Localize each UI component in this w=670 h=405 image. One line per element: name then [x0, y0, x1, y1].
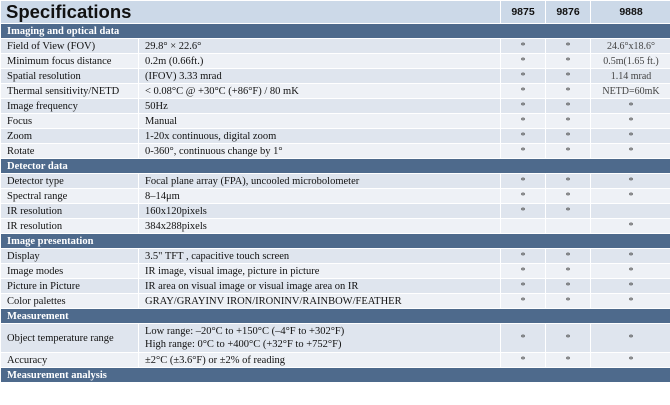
model-9876-cell: *: [546, 144, 590, 158]
spec-label: Picture in Picture: [1, 279, 138, 293]
model-9876-cell: *: [546, 69, 590, 83]
spec-value: [139, 54, 500, 68]
spec-row: [1, 294, 670, 308]
spec-label: Thermal sensitivity/NETD: [1, 84, 138, 98]
spec-value: [139, 219, 500, 233]
header-row: [1, 1, 670, 23]
spec-value-line: High range: 0°C to +400°C (+32°F to +752°F): [145, 339, 342, 350]
spec-row: [1, 324, 670, 352]
model-9888-cell: 0.5m(1.65 ft.): [591, 54, 670, 68]
spec-row: [1, 353, 670, 367]
model-9875-cell: *: [501, 129, 545, 143]
spec-value-line: 29.8° × 22.6°: [145, 40, 202, 52]
specifications-body: [1, 1, 670, 382]
model-9876-cell: *: [546, 114, 590, 128]
model-9888-cell: *: [591, 99, 670, 113]
spec-row: [1, 99, 670, 113]
spec-row: [1, 69, 670, 83]
spec-label: Image modes: [1, 264, 138, 278]
spec-value: [139, 189, 500, 203]
spec-label: Minimum focus distance: [1, 54, 138, 68]
spec-row: [1, 129, 670, 143]
model-9876-cell: *: [546, 294, 590, 308]
model-9888-cell: *: [591, 129, 670, 143]
spec-value-line: (IFOV) 3.33 mrad: [145, 70, 222, 82]
spec-value-line: 3.5" TFT , capacitive touch screen: [145, 250, 290, 262]
model-9888-cell: *: [591, 144, 670, 158]
model-9875-cell: *: [501, 54, 545, 68]
model-9888-cell: 24.6°x18.6°: [591, 39, 670, 53]
section-header: [1, 159, 670, 173]
model-9875-cell: *: [501, 324, 545, 352]
spec-label: Detector type: [1, 174, 138, 188]
model-9888-cell: *: [591, 279, 670, 293]
spec-row: [1, 54, 670, 68]
spec-label: Field of View (FOV): [1, 39, 138, 53]
spec-value: [139, 114, 500, 128]
model-9888-cell: *: [591, 114, 670, 128]
spec-label: Image frequency: [1, 99, 138, 113]
spec-value-line: Low range: –20°C to +150°C (–4°F to +302°F): [145, 326, 345, 337]
section-title: Measurement: [1, 309, 670, 323]
section-header: [1, 24, 670, 38]
spec-row: [1, 144, 670, 158]
model-9875-cell: *: [501, 279, 545, 293]
model-9876-cell: *: [546, 353, 590, 367]
model-9875-header: 9875: [501, 1, 545, 23]
model-9875-cell: *: [501, 114, 545, 128]
spec-row: [1, 114, 670, 128]
spec-row: [1, 39, 670, 53]
spec-value: [139, 264, 500, 278]
spec-row: [1, 174, 670, 188]
model-9876-cell: *: [546, 84, 590, 98]
model-9876-cell: *: [546, 249, 590, 263]
spec-value: [139, 324, 500, 352]
spec-value: [139, 204, 500, 218]
spec-value: [139, 69, 500, 83]
model-9888-cell: *: [591, 174, 670, 188]
spec-value-line: 8–14μm: [145, 190, 180, 202]
model-9875-cell: *: [501, 99, 545, 113]
model-9876-cell: *: [546, 54, 590, 68]
model-9888-header: 9888: [591, 1, 670, 23]
model-9876-cell: *: [546, 99, 590, 113]
section-title: Image presentation: [1, 234, 670, 248]
spec-value-line: Manual: [145, 115, 178, 127]
spec-label: Color palettes: [1, 294, 138, 308]
spec-value-line: 160x120pixels: [145, 205, 207, 217]
model-9875-cell: *: [501, 353, 545, 367]
spec-value-line: < 0.08°C @ +30°C (+86°F) / 80 mK: [145, 85, 299, 97]
model-9888-cell: *: [591, 353, 670, 367]
model-9876-cell: *: [546, 279, 590, 293]
spec-value-line: ±2°C (±3.6°F) or ±2% of reading: [145, 354, 285, 366]
spec-row: [1, 279, 670, 293]
spec-label: Accuracy: [1, 353, 138, 367]
section-header: [1, 368, 670, 382]
spec-value-line: GRAY/GRAYINV IRON/IRONINV/RAINBOW/FEATHER: [145, 295, 402, 307]
spec-value: [139, 279, 500, 293]
model-9875-cell: [501, 219, 545, 233]
section-title: Detector data: [1, 159, 670, 173]
model-9876-cell: *: [546, 204, 590, 218]
model-9875-cell: *: [501, 174, 545, 188]
model-9875-cell: *: [501, 144, 545, 158]
spec-row: [1, 204, 670, 218]
model-9876-cell: *: [546, 189, 590, 203]
model-9888-cell: *: [591, 264, 670, 278]
spec-value-line: 0.2m (0.66ft.): [145, 55, 204, 67]
model-9888-cell: [591, 204, 670, 218]
model-9888-cell: *: [591, 249, 670, 263]
model-9888-cell: NETD=60mK: [591, 84, 670, 98]
section-header: [1, 309, 670, 323]
spec-value-line: 50Hz: [145, 100, 168, 112]
spec-label: Display: [1, 249, 138, 263]
spec-label: Rotate: [1, 144, 138, 158]
model-9888-cell: *: [591, 324, 670, 352]
spec-value-line: IR image, visual image, picture in picture: [145, 265, 320, 277]
model-9888-cell: *: [591, 294, 670, 308]
model-9876-header: 9876: [546, 1, 590, 23]
spec-value: [139, 144, 500, 158]
spec-label: Zoom: [1, 129, 138, 143]
page-title: Specifications: [1, 1, 500, 23]
model-9875-cell: *: [501, 294, 545, 308]
spec-label: IR resolution: [1, 219, 138, 233]
spec-row: [1, 189, 670, 203]
spec-value: [139, 174, 500, 188]
model-9876-cell: *: [546, 129, 590, 143]
spec-value-line: 0-360°, continuous change by 1°: [145, 145, 283, 157]
model-9888-cell: *: [591, 219, 670, 233]
spec-label: IR resolution: [1, 204, 138, 218]
spec-value: [139, 294, 500, 308]
section-title: Imaging and optical data: [1, 24, 670, 38]
section-title: Measurement analysis: [1, 368, 670, 382]
model-9875-cell: *: [501, 189, 545, 203]
spec-value: [139, 249, 500, 263]
spec-value-line: 1-20x continuous, digital zoom: [145, 130, 277, 142]
model-9876-cell: *: [546, 39, 590, 53]
model-9876-cell: *: [546, 174, 590, 188]
spec-row: [1, 249, 670, 263]
spec-value-line: 384x288pixels: [145, 220, 207, 232]
model-9875-cell: *: [501, 39, 545, 53]
spec-value: [139, 39, 500, 53]
spec-value: [139, 99, 500, 113]
spec-row: [1, 219, 670, 233]
model-9876-cell: *: [546, 264, 590, 278]
spec-value-line: IR area on visual image or visual image area on IR: [145, 280, 359, 292]
model-9875-cell: *: [501, 84, 545, 98]
model-9888-cell: *: [591, 189, 670, 203]
spec-value-line: Focal plane array (FPA), uncooled microbolometer: [145, 175, 360, 187]
spec-row: [1, 84, 670, 98]
model-9875-cell: *: [501, 204, 545, 218]
spec-value: [139, 353, 500, 367]
spec-value: [139, 129, 500, 143]
model-9888-cell: 1.14 mrad: [591, 69, 670, 83]
model-9876-cell: *: [546, 324, 590, 352]
section-header: [1, 234, 670, 248]
spec-label: Focus: [1, 114, 138, 128]
spec-value: [139, 84, 500, 98]
model-9876-cell: [546, 219, 590, 233]
spec-label: Spectral range: [1, 189, 138, 203]
spec-label: Spatial resolution: [1, 69, 138, 83]
model-9875-cell: *: [501, 69, 545, 83]
model-9875-cell: *: [501, 264, 545, 278]
spec-label: Object temperature range: [1, 324, 138, 352]
spec-row: [1, 264, 670, 278]
model-9875-cell: *: [501, 249, 545, 263]
